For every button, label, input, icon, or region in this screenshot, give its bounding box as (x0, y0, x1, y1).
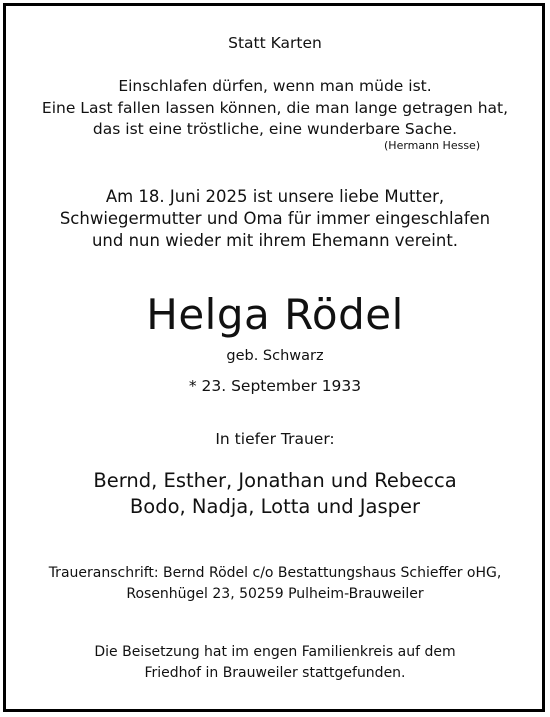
funeral-note-line-2: Friedhof in Brauweiler stattgefunden. (144, 665, 406, 681)
maiden-name: geb. Schwarz (226, 348, 324, 364)
birth-date: * 23. September 1933 (188, 377, 362, 395)
deceased-name: Helga Rödel (146, 290, 404, 339)
header-statt-karten: Statt Karten (228, 34, 322, 52)
mourning-intro: In tiefer Trauer: (215, 430, 335, 448)
announcement-line-3: und nun wieder mit ihrem Ehemann vereint. (91, 231, 459, 250)
funeral-note-line-1: Die Beisetzung hat im engen Familienkreis auf dem (94, 644, 456, 660)
poem-line-3: das ist eine tröstliche, eine wunderbare Sache. (92, 120, 458, 138)
mourners-line-1: Bernd, Esther, Jonathan und Rebecca (93, 469, 457, 492)
poem-source: (Hermann Hesse) (384, 139, 481, 152)
poem-line-2: Eine Last fallen lassen können, die man lange getragen hat, (41, 99, 509, 117)
mourners-line-2: Bodo, Nadja, Lotta und Jasper (129, 495, 421, 518)
address-line-2: Rosenhügel 23, 50259 Pulheim-Brauweiler (126, 586, 424, 602)
poem-line-1: Einschlafen dürfen, wenn man müde ist. (118, 77, 432, 95)
address-line-1: Traueranschrift: Bernd Rödel c/o Bestattungshaus Schieffer oHG, (48, 565, 502, 581)
announcement-line-2: Schwiegermutter und Oma für immer eingeschlafen (59, 209, 491, 228)
announcement-line-1: Am 18. Juni 2025 ist unsere liebe Mutter, (105, 187, 445, 206)
